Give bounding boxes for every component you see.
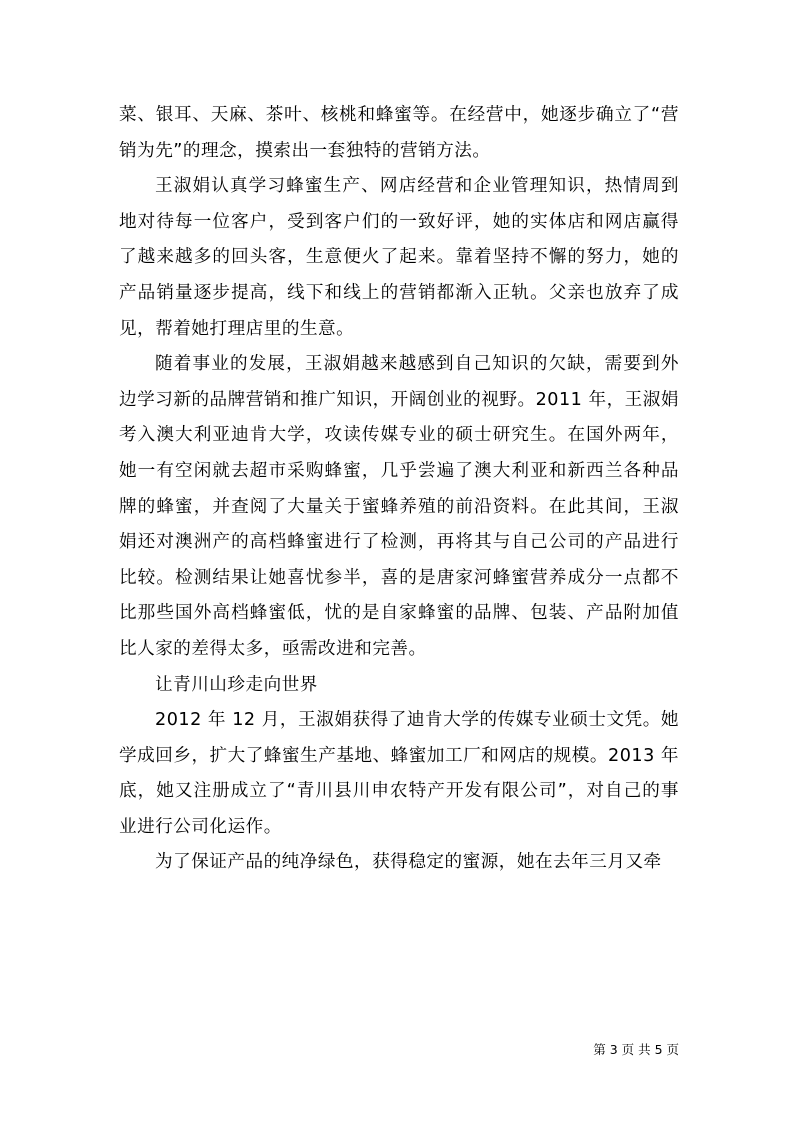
section-heading: 让青川山珍走向世界 [155, 674, 318, 695]
paragraph-last: 为了保证产品的纯净绿色，获得稳定的蜜源，她在去年三月又牵 [155, 852, 662, 873]
page-number-footer: 第 3 页 共 5 页 [593, 1042, 679, 1057]
document-body [119, 98, 679, 881]
paragraph-company: 2012 年 12 月，王淑娟获得了迪肯大学的传媒专业硕士文凭。她学成回乡，扩大了蜂蜜生产基地、蜂蜜加工厂和网店的规模。2013 年底，她又注册成立了“青川县川申农特产开发有限公司”，对自己的事业进行公司化运作。 [119, 710, 679, 837]
paragraph-learning: 王淑娟认真学习蜂蜜生产、网店经营和企业管理知识，热情周到地对待每一位客户，受到客户们的一致好评，她的实体店和网店赢得了越来越多的回头客，生意便火了起来。靠着坚持不懈的努力，她的产品销量逐步提高，线下和线上的营销都渐入正轨。父亲也放弃了成见，帮着她打理店里的生意。 [119, 176, 679, 339]
paragraph-study-abroad: 随着事业的发展，王淑娟越来越感到自己知识的欠缺，需要到外边学习新的品牌营销和推广知识，开阔创业的视野。2011 年，王淑娟考入澳大利亚迪肯大学，攻读传媒专业的硕士研究生。在国外两年，她一有空闲就去超市采购蜂蜜，几乎尝遍了澳大利亚和新西兰各种品牌的蜂蜜，并查阅了大量关于蜜蜂养殖的前沿资料。在此其间，王淑娟还对澳洲产的高档蜂蜜进行了检测，再将其与自己公司的产品进行比较。检测结果让她喜忧参半，喜的是唐家河蜂蜜营养成分一点都不比那些国外高档蜂蜜低，忧的是自家蜂蜜的品牌、包装、产品附加值比人家的差得太多，亟需改进和完善。 [119, 354, 679, 659]
paragraph-continuation: 菜、银耳、天麻、茶叶、核桃和蜂蜜等。在经营中，她逐步确立了“营销为先”的理念，摸索出一套独特的营销方法。 [119, 105, 679, 161]
